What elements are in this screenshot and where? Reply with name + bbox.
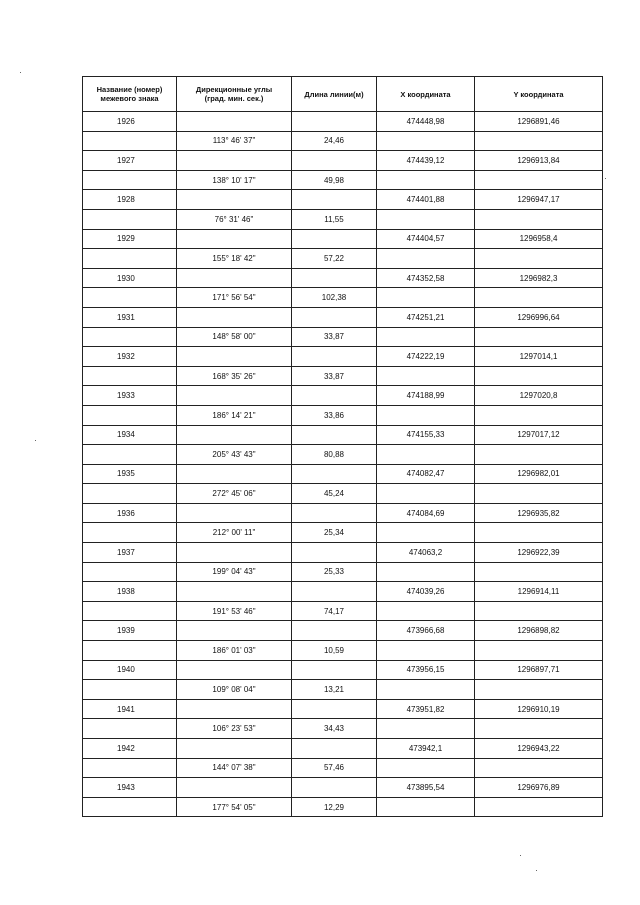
- cell-y-coordinate: 1296976,89: [475, 778, 603, 798]
- table-row: [83, 268, 603, 288]
- cell-directional-angle: [177, 543, 292, 563]
- cell-mark-name: 1929: [83, 229, 177, 249]
- header-directional-angle-line1: Дирекционные углы: [195, 85, 273, 94]
- cell-directional-angle: [177, 229, 292, 249]
- cell-y-coordinate: [475, 327, 603, 347]
- cell-mark-name: [83, 249, 177, 269]
- header-directional-angle-line2: (град. мин. сек.): [204, 94, 264, 103]
- cell-line-length: 33,87: [292, 327, 377, 347]
- cell-mark-name: 1931: [83, 307, 177, 327]
- table-row: [83, 190, 603, 210]
- cell-directional-angle: [177, 347, 292, 367]
- table-row: [83, 699, 603, 719]
- cell-line-length: [292, 190, 377, 210]
- cell-line-length: [292, 739, 377, 759]
- cell-directional-angle: 177° 54' 05": [177, 797, 292, 817]
- cell-line-length: [292, 778, 377, 798]
- boundary-marks-table: [82, 76, 603, 817]
- table-row: [83, 151, 603, 171]
- cell-x-coordinate: 474448,98: [377, 112, 475, 132]
- cell-directional-angle: [177, 739, 292, 759]
- cell-y-coordinate: [475, 445, 603, 465]
- cell-directional-angle: 168° 35' 26": [177, 366, 292, 386]
- cell-x-coordinate: [377, 405, 475, 425]
- cell-directional-angle: [177, 503, 292, 523]
- cell-line-length: [292, 112, 377, 132]
- cell-line-length: 11,55: [292, 209, 377, 229]
- header-x-coordinate: X координата: [377, 77, 475, 112]
- cell-x-coordinate: [377, 641, 475, 661]
- cell-y-coordinate: 1296958,4: [475, 229, 603, 249]
- cell-directional-angle: [177, 699, 292, 719]
- cell-line-length: [292, 621, 377, 641]
- cell-mark-name: 1928: [83, 190, 177, 210]
- table-row: [83, 739, 603, 759]
- cell-mark-name: 1935: [83, 464, 177, 484]
- cell-y-coordinate: 1296922,39: [475, 543, 603, 563]
- cell-mark-name: 1937: [83, 543, 177, 563]
- cell-y-coordinate: 1297017,12: [475, 425, 603, 445]
- cell-directional-angle: [177, 425, 292, 445]
- cell-y-coordinate: [475, 131, 603, 151]
- table-row: [83, 503, 603, 523]
- cell-line-length: 33,87: [292, 366, 377, 386]
- cell-y-coordinate: 1297014,1: [475, 347, 603, 367]
- cell-y-coordinate: 1296910,19: [475, 699, 603, 719]
- cell-mark-name: 1932: [83, 347, 177, 367]
- cell-y-coordinate: 1297020,8: [475, 386, 603, 406]
- scan-speck: [536, 870, 537, 871]
- cell-line-length: 45,24: [292, 484, 377, 504]
- cell-x-coordinate: 473966,68: [377, 621, 475, 641]
- cell-x-coordinate: [377, 758, 475, 778]
- cell-x-coordinate: [377, 249, 475, 269]
- cell-directional-angle: 138° 10' 17": [177, 170, 292, 190]
- table-row: [83, 307, 603, 327]
- cell-y-coordinate: [475, 719, 603, 739]
- table-row: [83, 641, 603, 661]
- table-row: [83, 484, 603, 504]
- cell-mark-name: [83, 601, 177, 621]
- cell-y-coordinate: 1296891,46: [475, 112, 603, 132]
- cell-mark-name: 1941: [83, 699, 177, 719]
- cell-y-coordinate: 1296947,17: [475, 190, 603, 210]
- cell-mark-name: [83, 366, 177, 386]
- cell-line-length: 57,46: [292, 758, 377, 778]
- cell-line-length: [292, 386, 377, 406]
- cell-x-coordinate: [377, 562, 475, 582]
- cell-line-length: [292, 151, 377, 171]
- cell-line-length: [292, 543, 377, 563]
- cell-mark-name: 1942: [83, 739, 177, 759]
- cell-directional-angle: [177, 582, 292, 602]
- cell-x-coordinate: 474404,57: [377, 229, 475, 249]
- cell-mark-name: [83, 484, 177, 504]
- cell-mark-name: [83, 131, 177, 151]
- cell-mark-name: [83, 209, 177, 229]
- cell-y-coordinate: [475, 249, 603, 269]
- header-mark-name-line1: Название (номер): [96, 85, 163, 94]
- table-row: [83, 758, 603, 778]
- cell-directional-angle: [177, 151, 292, 171]
- cell-x-coordinate: 474039,26: [377, 582, 475, 602]
- cell-mark-name: [83, 170, 177, 190]
- cell-mark-name: [83, 405, 177, 425]
- cell-y-coordinate: [475, 758, 603, 778]
- cell-directional-angle: 191° 53' 46": [177, 601, 292, 621]
- cell-line-length: 34,43: [292, 719, 377, 739]
- table-row: [83, 229, 603, 249]
- cell-x-coordinate: [377, 523, 475, 543]
- cell-x-coordinate: [377, 366, 475, 386]
- table-row: [83, 288, 603, 308]
- cell-line-length: 12,29: [292, 797, 377, 817]
- scan-speck: [35, 440, 36, 441]
- cell-y-coordinate: [475, 601, 603, 621]
- cell-directional-angle: 212° 00' 11": [177, 523, 292, 543]
- cell-x-coordinate: 474222,19: [377, 347, 475, 367]
- cell-x-coordinate: [377, 131, 475, 151]
- table-row: [83, 445, 603, 465]
- cell-mark-name: 1940: [83, 660, 177, 680]
- cell-y-coordinate: [475, 797, 603, 817]
- cell-line-length: [292, 347, 377, 367]
- cell-line-length: 33,86: [292, 405, 377, 425]
- cell-y-coordinate: 1296982,3: [475, 268, 603, 288]
- cell-mark-name: 1930: [83, 268, 177, 288]
- cell-y-coordinate: [475, 484, 603, 504]
- cell-x-coordinate: 474439,12: [377, 151, 475, 171]
- cell-y-coordinate: [475, 680, 603, 700]
- cell-mark-name: 1939: [83, 621, 177, 641]
- cell-line-length: [292, 464, 377, 484]
- cell-x-coordinate: 474352,58: [377, 268, 475, 288]
- cell-line-length: [292, 425, 377, 445]
- cell-x-coordinate: 473895,54: [377, 778, 475, 798]
- cell-y-coordinate: 1296914,11: [475, 582, 603, 602]
- cell-mark-name: 1934: [83, 425, 177, 445]
- cell-line-length: 10,59: [292, 641, 377, 661]
- cell-x-coordinate: [377, 797, 475, 817]
- cell-line-length: [292, 582, 377, 602]
- cell-line-length: 25,34: [292, 523, 377, 543]
- table-row: [83, 778, 603, 798]
- table-row: [83, 405, 603, 425]
- header-mark-name-line2: межевого знака: [100, 94, 159, 103]
- table-row: [83, 386, 603, 406]
- table-row: [83, 621, 603, 641]
- cell-x-coordinate: [377, 445, 475, 465]
- header-line-length: Длина линии(м): [292, 77, 377, 112]
- cell-line-length: 49,98: [292, 170, 377, 190]
- table-row: [83, 680, 603, 700]
- cell-directional-angle: 155° 18' 42": [177, 249, 292, 269]
- cell-y-coordinate: [475, 562, 603, 582]
- cell-directional-angle: 199° 04' 43": [177, 562, 292, 582]
- cell-y-coordinate: [475, 366, 603, 386]
- scan-speck: [20, 72, 21, 73]
- cell-directional-angle: 171° 56' 54": [177, 288, 292, 308]
- cell-directional-angle: [177, 307, 292, 327]
- cell-directional-angle: [177, 386, 292, 406]
- cell-mark-name: [83, 758, 177, 778]
- cell-mark-name: [83, 562, 177, 582]
- cell-line-length: 57,22: [292, 249, 377, 269]
- cell-directional-angle: 186° 01' 03": [177, 641, 292, 661]
- cell-directional-angle: [177, 464, 292, 484]
- cell-y-coordinate: 1296913,84: [475, 151, 603, 171]
- cell-y-coordinate: 1296898,82: [475, 621, 603, 641]
- table-row: [83, 347, 603, 367]
- cell-x-coordinate: 473942,1: [377, 739, 475, 759]
- cell-mark-name: 1926: [83, 112, 177, 132]
- cell-mark-name: [83, 327, 177, 347]
- header-y-coordinate: Y координата: [475, 77, 603, 112]
- cell-directional-angle: 109° 08' 04": [177, 680, 292, 700]
- table-row: [83, 601, 603, 621]
- table-header-row: [83, 77, 603, 112]
- cell-x-coordinate: 474155,33: [377, 425, 475, 445]
- table-row: [83, 464, 603, 484]
- cell-mark-name: 1943: [83, 778, 177, 798]
- cell-y-coordinate: [475, 405, 603, 425]
- cell-directional-angle: 144° 07' 38": [177, 758, 292, 778]
- cell-mark-name: [83, 445, 177, 465]
- table-row: [83, 131, 603, 151]
- table-row: [83, 797, 603, 817]
- table-row: [83, 719, 603, 739]
- table-row: [83, 582, 603, 602]
- cell-y-coordinate: [475, 209, 603, 229]
- cell-y-coordinate: [475, 641, 603, 661]
- cell-x-coordinate: 474251,21: [377, 307, 475, 327]
- cell-x-coordinate: [377, 484, 475, 504]
- cell-directional-angle: 148° 58' 00": [177, 327, 292, 347]
- cell-x-coordinate: 473956,15: [377, 660, 475, 680]
- cell-mark-name: [83, 288, 177, 308]
- cell-mark-name: 1933: [83, 386, 177, 406]
- cell-line-length: [292, 503, 377, 523]
- cell-y-coordinate: [475, 523, 603, 543]
- cell-x-coordinate: 474082,47: [377, 464, 475, 484]
- cell-x-coordinate: [377, 170, 475, 190]
- table-row: [83, 112, 603, 132]
- cell-mark-name: [83, 523, 177, 543]
- cell-mark-name: [83, 641, 177, 661]
- cell-x-coordinate: [377, 288, 475, 308]
- cell-y-coordinate: 1296982,01: [475, 464, 603, 484]
- table-row: [83, 249, 603, 269]
- table-row: [83, 523, 603, 543]
- cell-directional-angle: 113° 46' 37": [177, 131, 292, 151]
- cell-line-length: 102,38: [292, 288, 377, 308]
- cell-x-coordinate: 473951,82: [377, 699, 475, 719]
- cell-directional-angle: 272° 45' 06": [177, 484, 292, 504]
- cell-x-coordinate: [377, 680, 475, 700]
- cell-mark-name: 1936: [83, 503, 177, 523]
- cell-x-coordinate: 474063,2: [377, 543, 475, 563]
- cell-x-coordinate: 474401,88: [377, 190, 475, 210]
- cell-line-length: [292, 268, 377, 288]
- cell-y-coordinate: 1296897,71: [475, 660, 603, 680]
- cell-x-coordinate: [377, 601, 475, 621]
- cell-directional-angle: [177, 621, 292, 641]
- table-row: [83, 660, 603, 680]
- cell-line-length: 80,88: [292, 445, 377, 465]
- cell-directional-angle: [177, 660, 292, 680]
- table-row: [83, 562, 603, 582]
- table-row: [83, 425, 603, 445]
- cell-directional-angle: 106° 23' 53": [177, 719, 292, 739]
- table-row: [83, 543, 603, 563]
- cell-mark-name: [83, 797, 177, 817]
- cell-mark-name: 1938: [83, 582, 177, 602]
- cell-x-coordinate: [377, 327, 475, 347]
- cell-line-length: [292, 307, 377, 327]
- cell-line-length: 74,17: [292, 601, 377, 621]
- cell-line-length: 24,46: [292, 131, 377, 151]
- cell-x-coordinate: [377, 719, 475, 739]
- cell-y-coordinate: 1296935,82: [475, 503, 603, 523]
- header-mark-name: [83, 77, 177, 112]
- table-row: [83, 170, 603, 190]
- scan-speck: [605, 178, 606, 179]
- cell-directional-angle: [177, 268, 292, 288]
- cell-directional-angle: 76° 31' 46": [177, 209, 292, 229]
- table-row: [83, 366, 603, 386]
- cell-x-coordinate: [377, 209, 475, 229]
- cell-directional-angle: 205° 43' 43": [177, 445, 292, 465]
- cell-line-length: 25,33: [292, 562, 377, 582]
- cell-line-length: [292, 699, 377, 719]
- cell-mark-name: [83, 680, 177, 700]
- cell-y-coordinate: [475, 170, 603, 190]
- cell-directional-angle: 186° 14' 21": [177, 405, 292, 425]
- cell-directional-angle: [177, 778, 292, 798]
- table-row: [83, 209, 603, 229]
- cell-line-length: 13,21: [292, 680, 377, 700]
- cell-y-coordinate: 1296943,22: [475, 739, 603, 759]
- header-directional-angle: [177, 77, 292, 112]
- cell-mark-name: [83, 719, 177, 739]
- table-row: [83, 327, 603, 347]
- cell-x-coordinate: 474084,69: [377, 503, 475, 523]
- cell-x-coordinate: 474188,99: [377, 386, 475, 406]
- scan-speck: [520, 855, 521, 856]
- cell-directional-angle: [177, 112, 292, 132]
- cell-y-coordinate: [475, 288, 603, 308]
- cell-directional-angle: [177, 190, 292, 210]
- cell-line-length: [292, 660, 377, 680]
- cell-line-length: [292, 229, 377, 249]
- table-body: [83, 112, 603, 817]
- cell-y-coordinate: 1296996,64: [475, 307, 603, 327]
- cell-mark-name: 1927: [83, 151, 177, 171]
